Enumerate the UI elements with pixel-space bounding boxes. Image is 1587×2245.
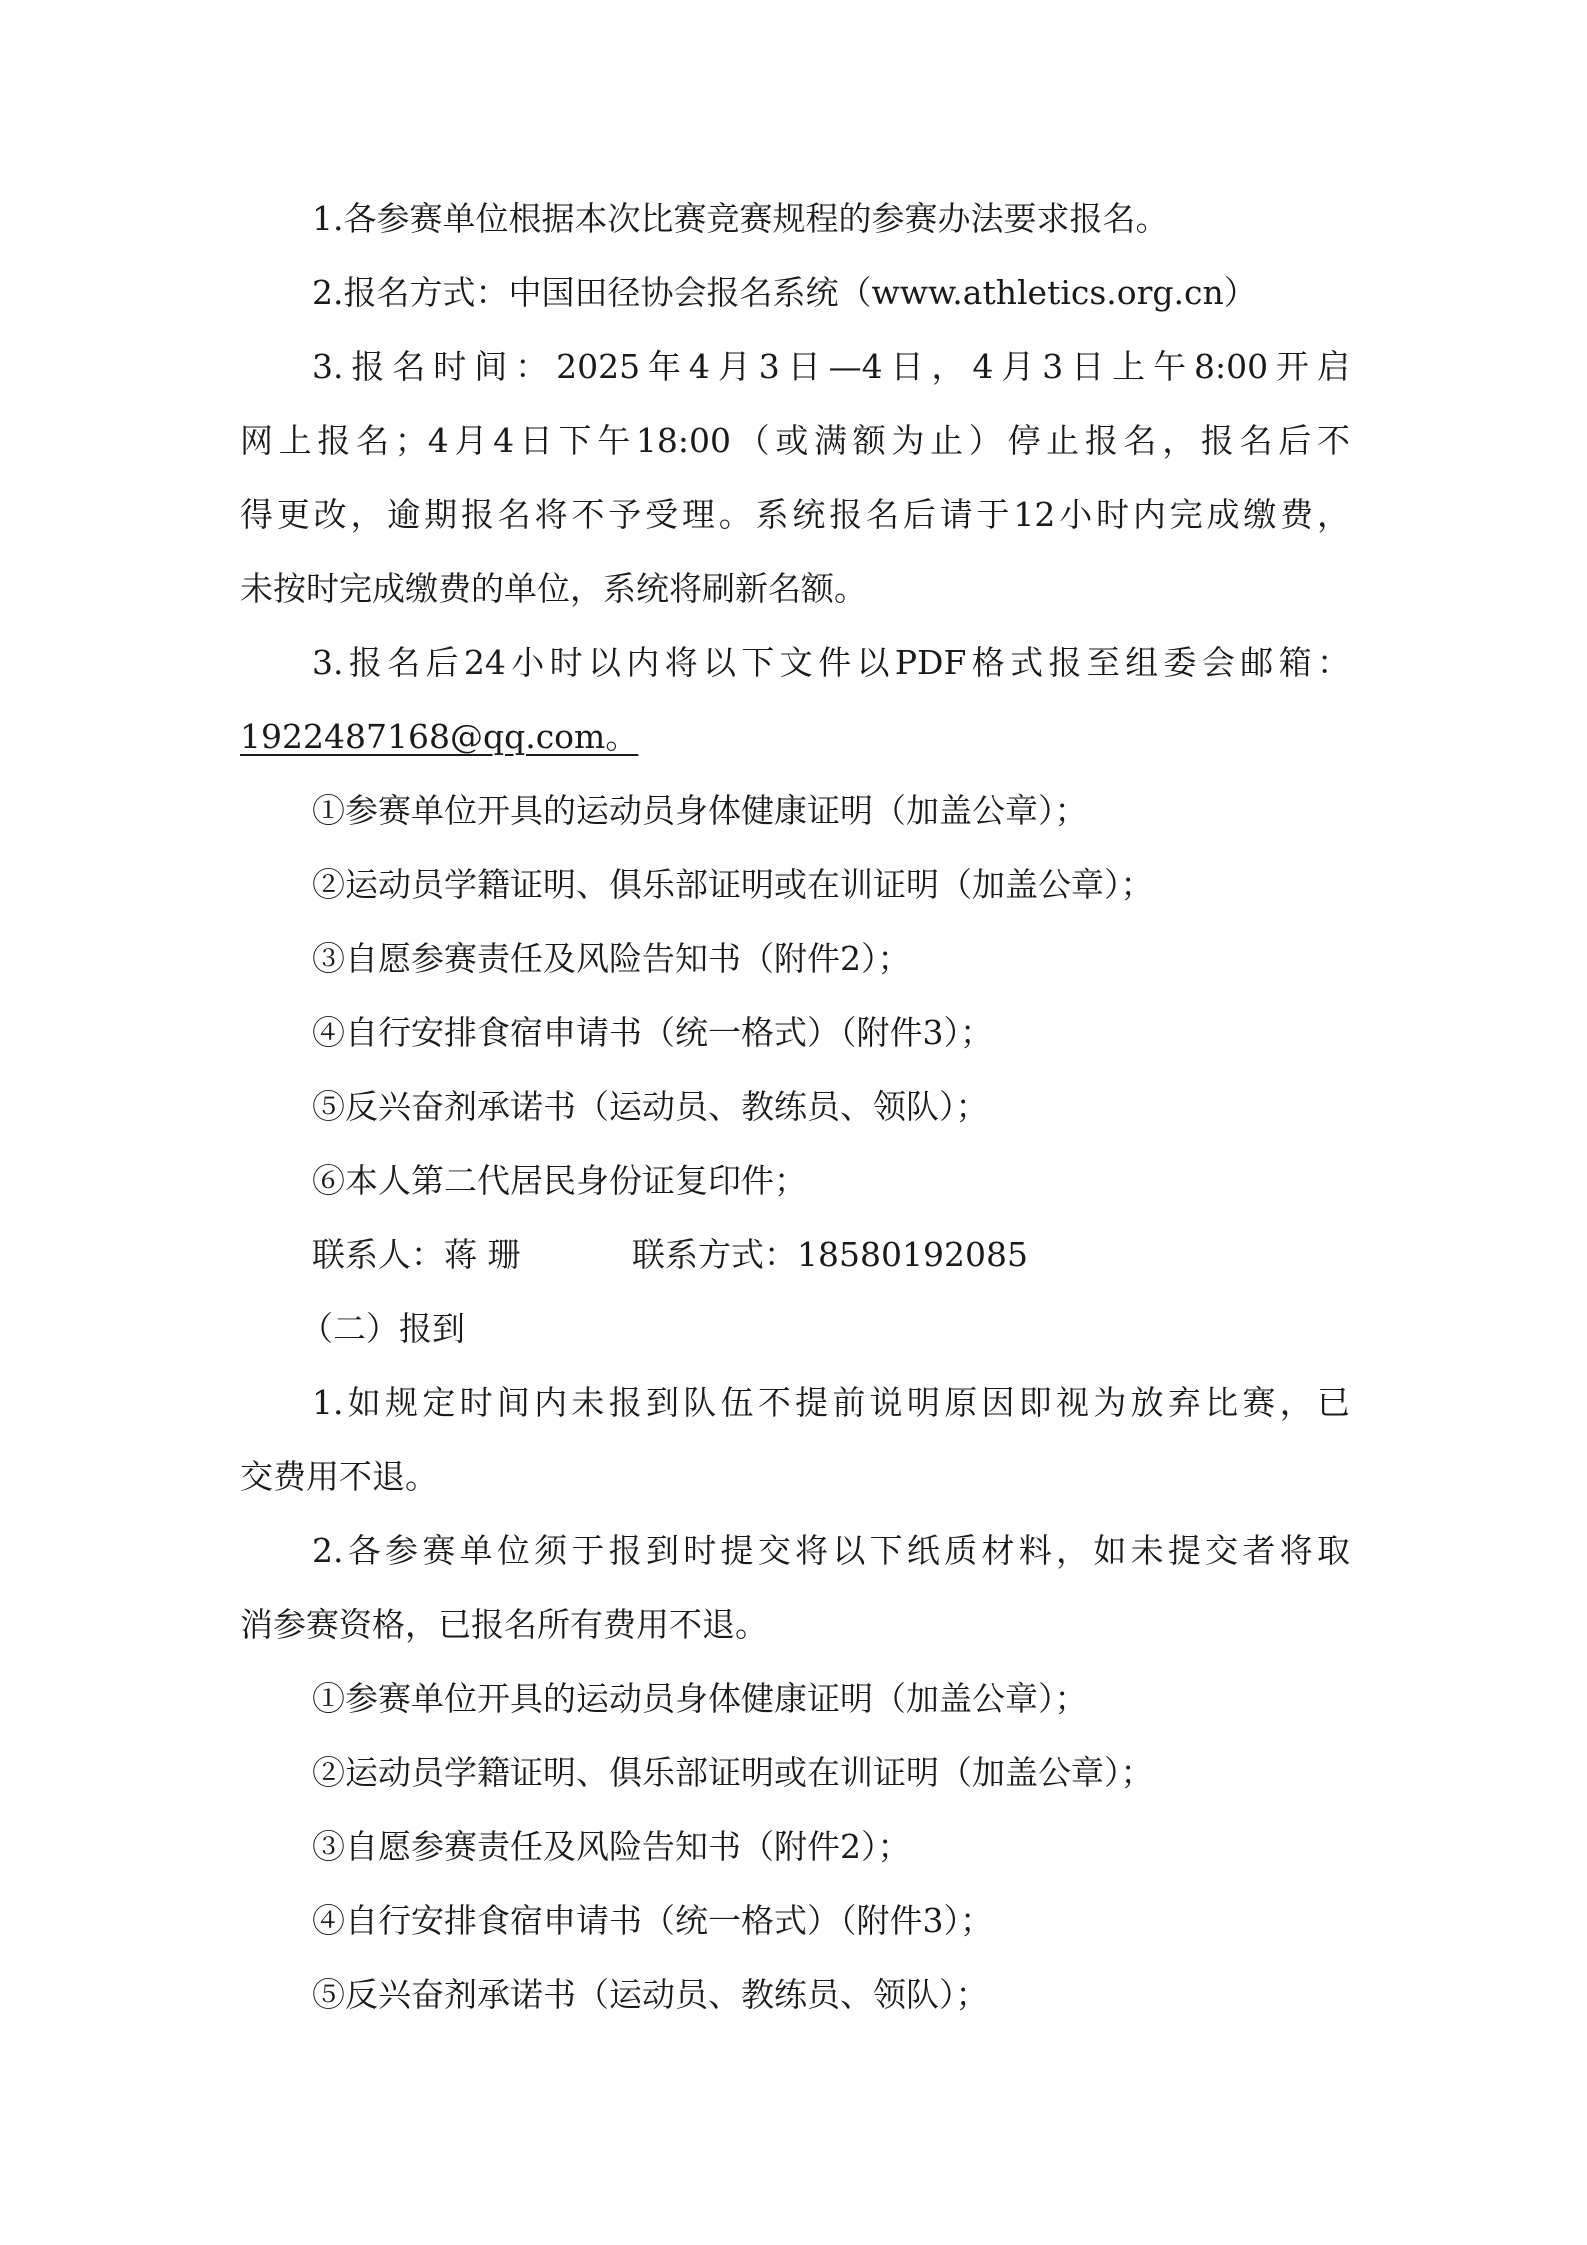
checkin-document-3: ③自愿参赛责任及风险告知书（附件2）； [312,1827,911,1866]
registration-document-3: ③自愿参赛责任及风险告知书（附件2）； [312,939,911,978]
checkin-document-5: ⑤反兴奋剂承诺书（运动员、教练员、领队）； [312,1975,989,2014]
checkin-item-1-line-2: 交费用不退。 [240,1457,438,1496]
contact-phone: 联系方式：18580192085 [632,1235,1028,1274]
registration-document-5: ⑤反兴奋剂承诺书（运动员、教练员、领队）； [312,1087,989,1126]
checkin-item-1-line-1: 1.如规定时间内未报到队伍不提前说明原因即视为放弃比赛，已 [312,1383,1350,1422]
registration-document-4: ④自行安排食宿申请书（统一格式）（附件3）； [312,1013,993,1052]
checkin-item-2-line-2: 消参赛资格，已报名所有费用不退。 [240,1605,768,1644]
checkin-document-2: ②运动员学籍证明、俱乐部证明或在训证明（加盖公章）； [312,1753,1154,1792]
registration-item-1: 1.各参赛单位根据本次比赛竞赛规程的参赛办法要求报名。 [312,199,1169,238]
submission-instruction: 3.报名后24小时以内将以下文件以PDF格式报至组委会邮箱： [312,643,1350,682]
registration-method: 2.报名方式：中国田径协会报名系统（www.athletics.org.cn） [312,273,1257,312]
contact-person: 联系人：蒋 珊 [312,1235,521,1274]
registration-time-line-2: 网上报名；4月4日下午18:00（或满额为止）停止报名，报名后不 [240,421,1350,460]
checkin-document-4: ④自行安排食宿申请书（统一格式）（附件3）； [312,1901,993,1940]
registration-time-line-4: 未按时完成缴费的单位，系统将刷新名额。 [240,569,867,608]
checkin-heading: （二）报到 [300,1309,465,1348]
registration-time-line-3: 得更改，逾期报名将不予受理。系统报名后请于12小时内完成缴费， [240,495,1350,534]
organizer-email[interactable]: 1922487168@qq.com。 [240,717,639,756]
registration-document-1: ①参赛单位开具的运动员身体健康证明（加盖公章）； [312,791,1088,830]
registration-document-2: ②运动员学籍证明、俱乐部证明或在训证明（加盖公章）； [312,865,1154,904]
checkin-document-1: ①参赛单位开具的运动员身体健康证明（加盖公章）； [312,1679,1088,1718]
registration-document-6: ⑥本人第二代居民身份证复印件； [312,1161,807,1200]
registration-time-line-1: 3.报名时间：2025年4月3日—4日，4月3日上午8:00开启 [312,347,1350,386]
checkin-item-2-line-1: 2.各参赛单位须于报到时提交将以下纸质材料，如未提交者将取 [312,1531,1350,1570]
